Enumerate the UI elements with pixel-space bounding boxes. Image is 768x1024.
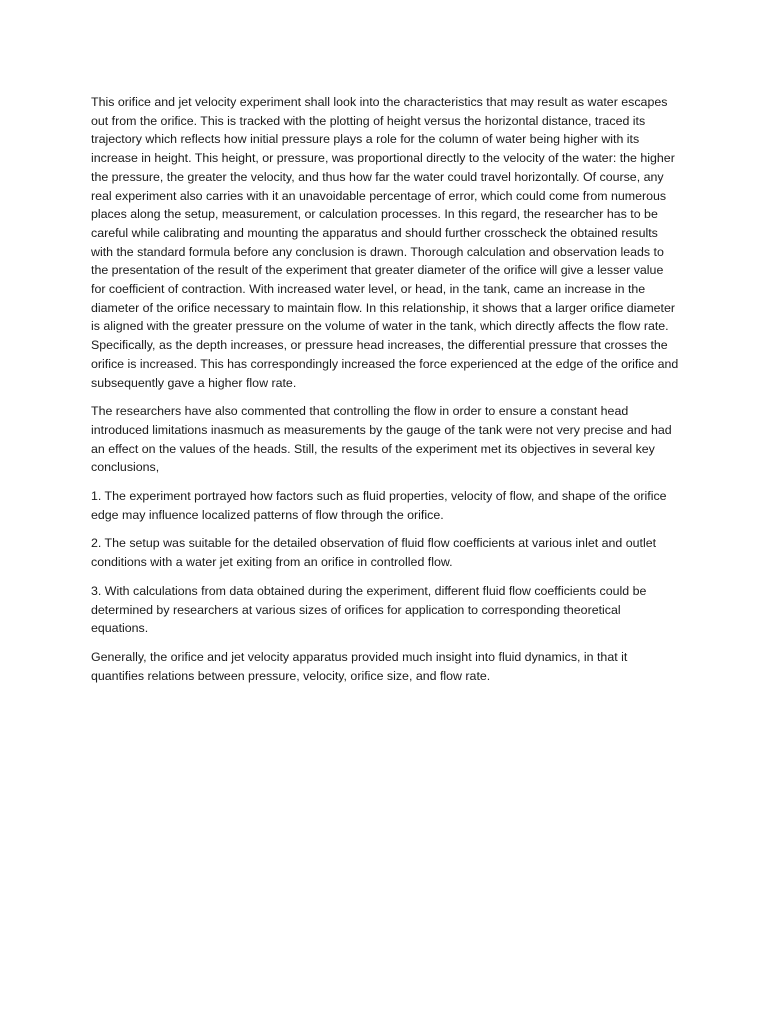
paragraph-limitations: The researchers have also commented that controlling the flow in order to ensure a constant head introduced limitations inasmuch as measurements by the gauge of the tank were not very precise and had an effect on the values of the heads. Still, the results of the experiment met its objectives in several key conclusions, [91,404,672,475]
paragraph-summary: Generally, the orifice and jet velocity apparatus provided much insight into fluid dynamics, in that it quantifies relations between pressure, velocity, orifice size, and flow rate. [91,649,628,683]
document-body [91,93,681,695]
conclusion-item-1: 1. The experiment portrayed how factors such as fluid properties, velocity of flow, and shape of the orifice edge may influence localized patterns of flow through the orifice. [91,489,667,522]
conclusion-item-3: 3. With calculations from data obtained during the experiment, different fluid flow coefficients could be determined by researchers at various sizes of orifices for application to corresponding theoretical equations. [91,583,647,636]
conclusion-item-2: 2. The setup was suitable for the detailed observation of fluid flow coefficients at various inlet and outlet conditions with a water jet exiting from an orifice in controlled flow. [91,536,657,570]
paragraph-intro: This orifice and jet velocity experiment shall look into the characteristics that may result as water escapes out from the orifice. This is tracked with the plotting of height versus the horizontal distance, traced its trajectory which reflects how initial pressure plays a role for the column of water being higher with its increase in height. This height, or pressure, was proportional directly to the velocity of the water: the higher the pressure, the greater the velocity, and thus how far the water could travel horizontally. Of course, any real experiment also carries with it an unavoidable percentage of error, which could come from numerous places along the setup, measurement, or calculation processes. In this regard, the researcher has to be careful while calibrating and mounting the apparatus and should further crosscheck the obtained results with the standard formula before any conclusion is drawn. Thorough calculation and observation leads to the presentation of the result of the experiment that greater diameter of the orifice will give a lesser value for coefficient of contraction. With increased water level, or head, in the tank, came an increase in the diameter of the orifice necessary to maintain flow. In this relationship, it shows that a larger orifice diameter is aligned with the greater pressure on the volume of water in the tank, which directly affects the flow rate. Specifically, as the depth increases, or pressure head increases, the differential pressure that crosses the orifice is increased. This has correspondingly increased the force experienced at the edge of the orifice and subsequently gave a higher flow rate. [91,95,679,390]
